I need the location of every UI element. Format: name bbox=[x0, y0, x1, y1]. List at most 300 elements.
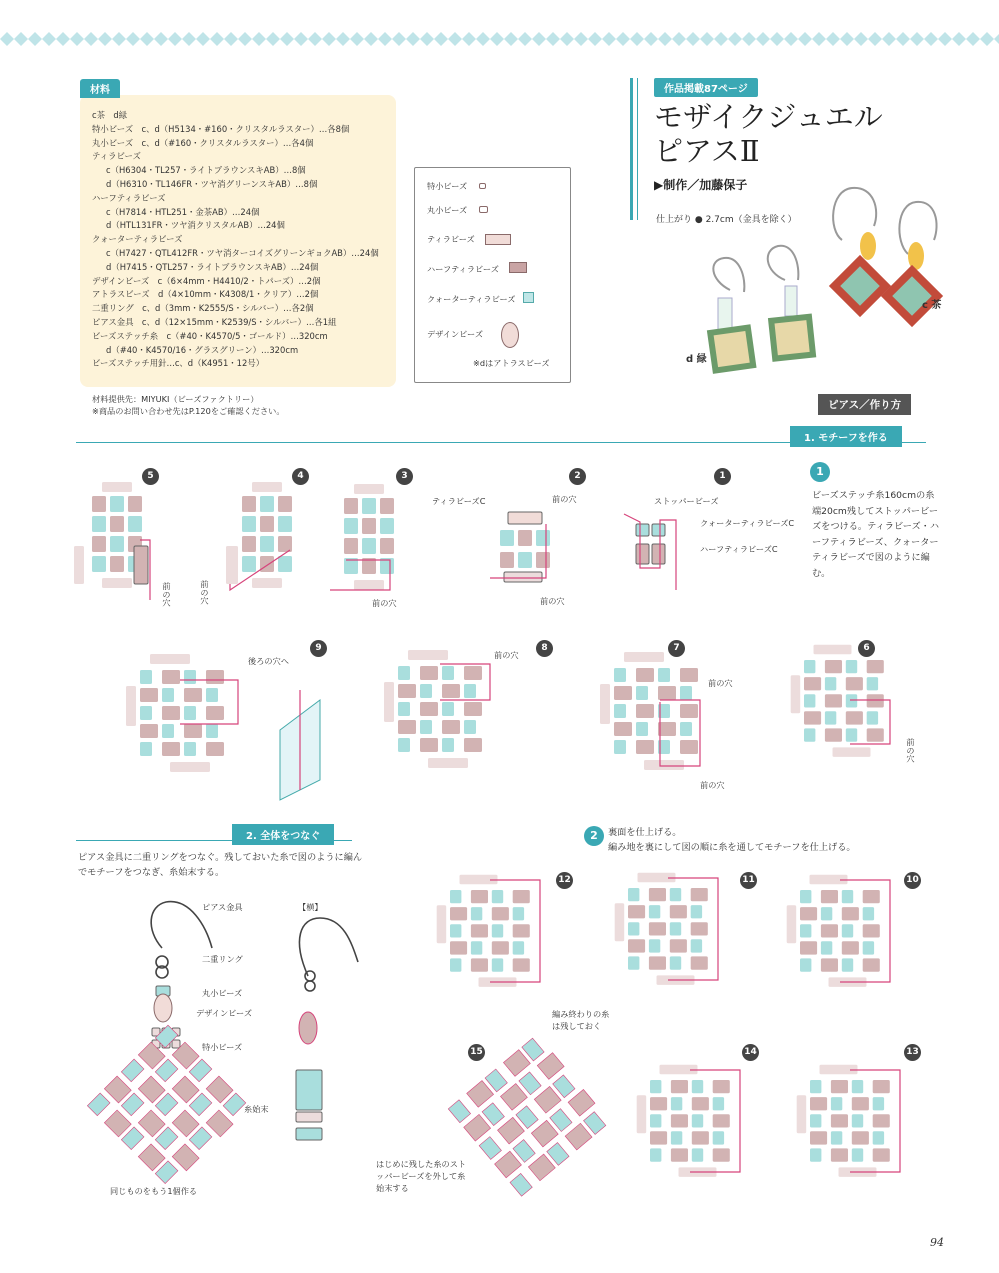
material-line: d（H7415・QTL257・ライトブラウンスキAB）…24個 bbox=[106, 261, 319, 272]
section1-step-text: ビーズステッチ糸160cmの糸端20cm残してストッパービーズをつける。ティラビーズ・ハーフティラビーズ、クォーターティラビーズで図のように編む。 bbox=[812, 490, 940, 579]
bead bbox=[658, 668, 670, 682]
bead bbox=[102, 578, 132, 588]
bead bbox=[398, 720, 416, 734]
label-front-4: 前の穴 bbox=[200, 580, 210, 605]
label-design: デザインビーズ bbox=[196, 1008, 253, 1018]
bead bbox=[184, 670, 196, 684]
bead bbox=[658, 722, 676, 736]
bead bbox=[650, 1097, 667, 1110]
label-ring: 二重リング bbox=[202, 954, 243, 964]
bead bbox=[498, 1117, 525, 1144]
bead bbox=[104, 1076, 131, 1103]
bead bbox=[420, 684, 432, 698]
material-line: ハーフティラビーズ bbox=[92, 192, 166, 203]
bead bbox=[842, 941, 859, 954]
bead bbox=[380, 518, 394, 534]
material-line: クォーターティラビーズ bbox=[92, 234, 183, 245]
bead bbox=[162, 670, 180, 684]
bead bbox=[873, 1097, 884, 1110]
legend-note: ※dはアトラスビーズ bbox=[473, 358, 550, 368]
bead bbox=[852, 1114, 863, 1127]
bead bbox=[344, 538, 358, 554]
bead bbox=[537, 1053, 564, 1080]
bead bbox=[362, 538, 376, 554]
bead bbox=[162, 724, 174, 738]
bead bbox=[863, 941, 874, 954]
material-line: d（HTL131FR・ツヤ消クリスタルAB）…24個 bbox=[106, 220, 285, 231]
step-8-number: 8 bbox=[536, 640, 553, 657]
bead bbox=[500, 530, 514, 546]
material-line: ピアス金具 c、d（12×15mm・K2539/S・シルバー）…各1組 bbox=[92, 316, 337, 327]
bead bbox=[863, 907, 874, 920]
bead bbox=[420, 702, 438, 716]
bead bbox=[260, 496, 274, 512]
bead bbox=[140, 670, 152, 684]
bead bbox=[172, 1110, 199, 1137]
material-line: 特小ビーズ c、d（H5134・#160・クリスタルラスター）…各8個 bbox=[92, 123, 350, 134]
material-line: d（H6310・TL146FR・ツヤ消グリーンスキAB）…8個 bbox=[106, 178, 318, 189]
bead bbox=[102, 482, 132, 492]
bead bbox=[713, 1080, 730, 1093]
bead bbox=[296, 1128, 322, 1140]
bead bbox=[692, 1131, 709, 1144]
bead bbox=[344, 498, 358, 514]
label-front-8: 前の穴 bbox=[494, 650, 519, 660]
bead bbox=[296, 1112, 322, 1122]
legend-half: ハーフティラビーズ bbox=[427, 264, 499, 274]
bead bbox=[442, 720, 460, 734]
bead bbox=[140, 742, 152, 756]
bead bbox=[184, 742, 196, 756]
legend-maru: 丸小ビーズ bbox=[427, 205, 468, 215]
material-line: 二重リング c、d（3mm・K2555/S・シルバー）…各2個 bbox=[92, 303, 314, 314]
bead bbox=[831, 1114, 848, 1127]
bead bbox=[464, 702, 482, 716]
bead bbox=[852, 1148, 863, 1161]
bead bbox=[170, 762, 210, 772]
bead bbox=[810, 1131, 827, 1144]
contact-text: ※商品のお問い合わせ先はP.120をご確認ください。 bbox=[92, 406, 285, 416]
label-front-5: 前の穴 bbox=[162, 582, 172, 607]
bead bbox=[821, 941, 832, 954]
bead bbox=[628, 905, 645, 918]
bead bbox=[442, 738, 454, 752]
legend-quarter: クォーターティラビーズ bbox=[427, 294, 516, 304]
bead bbox=[184, 706, 196, 720]
variant-d-label: d 緑 bbox=[686, 354, 707, 365]
bead bbox=[138, 1042, 165, 1069]
bead bbox=[510, 1173, 532, 1196]
bead bbox=[252, 482, 282, 492]
bead bbox=[138, 1076, 165, 1103]
finished-size: 仕上がり ● 2.7cm（金具を除く） bbox=[656, 215, 797, 225]
bead bbox=[184, 688, 202, 702]
bead bbox=[797, 1095, 807, 1133]
provider-text: 材料提供先：MIYUKI（ビーズファクトリー） bbox=[92, 394, 259, 404]
material-line: d（#40・K4570/16・グラスグリーン）…320cm bbox=[106, 344, 299, 355]
bead bbox=[362, 518, 376, 534]
bead bbox=[636, 740, 654, 754]
bead bbox=[184, 724, 202, 738]
bead bbox=[500, 552, 514, 568]
bead bbox=[804, 711, 821, 724]
label-front-2b: 前の穴 bbox=[540, 596, 565, 606]
material-line: c（H6304・TL257・ライトブラウンスキAB）…8個 bbox=[106, 165, 306, 176]
bead bbox=[831, 1097, 842, 1110]
bead bbox=[121, 1059, 144, 1082]
bead bbox=[804, 694, 815, 707]
bead bbox=[398, 738, 410, 752]
bead bbox=[110, 556, 124, 572]
step-9-number: 9 bbox=[310, 640, 327, 657]
bead bbox=[658, 686, 676, 700]
bead bbox=[691, 888, 708, 901]
bead bbox=[242, 496, 256, 512]
bead bbox=[138, 1110, 165, 1137]
bead bbox=[534, 1086, 561, 1113]
bead bbox=[713, 1148, 730, 1161]
label-back: 後ろの穴へ bbox=[248, 656, 289, 666]
materials-heading: 材料 bbox=[80, 79, 120, 98]
bead bbox=[492, 958, 503, 971]
bead bbox=[852, 1131, 869, 1144]
bead bbox=[92, 536, 106, 552]
bead bbox=[649, 922, 666, 935]
bead bbox=[831, 1080, 848, 1093]
section3-step-number: 2 bbox=[584, 826, 604, 846]
bead bbox=[636, 668, 654, 682]
bead bbox=[800, 941, 817, 954]
bead bbox=[528, 1154, 555, 1181]
bead bbox=[867, 694, 884, 707]
bead bbox=[692, 1148, 703, 1161]
label-tokusho: 特小ビーズ bbox=[202, 1042, 243, 1052]
bead bbox=[503, 1050, 530, 1077]
bead bbox=[600, 684, 610, 724]
bead bbox=[471, 941, 482, 954]
bead bbox=[384, 682, 394, 722]
step-7-number: 7 bbox=[668, 640, 685, 657]
diamond-back bbox=[448, 1034, 610, 1196]
bead bbox=[814, 645, 852, 655]
bead bbox=[671, 1131, 682, 1144]
bead bbox=[252, 578, 282, 588]
bead bbox=[650, 1080, 661, 1093]
bead bbox=[508, 512, 542, 524]
bead bbox=[873, 1080, 890, 1093]
bead bbox=[636, 722, 648, 736]
bead bbox=[471, 907, 482, 920]
label-tila: ティラビーズC bbox=[432, 496, 486, 506]
bead bbox=[873, 1148, 890, 1161]
bead bbox=[450, 907, 467, 920]
bead bbox=[464, 738, 482, 752]
bead bbox=[128, 516, 142, 532]
bead bbox=[504, 572, 542, 582]
bead bbox=[134, 546, 148, 584]
bead bbox=[691, 939, 702, 952]
bead bbox=[680, 686, 692, 700]
bead bbox=[680, 704, 698, 718]
bead bbox=[518, 530, 532, 546]
page-title: モザイクジュエル ピアスⅡ bbox=[654, 100, 883, 168]
bead bbox=[398, 666, 410, 680]
bead bbox=[821, 958, 838, 971]
bead bbox=[821, 924, 838, 937]
bead bbox=[671, 1148, 688, 1161]
bead bbox=[110, 516, 124, 532]
bead bbox=[568, 1089, 595, 1116]
bead bbox=[800, 907, 817, 920]
bead bbox=[614, 686, 632, 700]
step-2-number: 2 bbox=[569, 468, 586, 485]
bead bbox=[380, 538, 394, 554]
bead bbox=[408, 650, 448, 660]
bead bbox=[492, 924, 503, 937]
bead bbox=[867, 660, 884, 673]
bead bbox=[692, 1080, 703, 1093]
bead bbox=[671, 1080, 688, 1093]
step-14-number: 14 bbox=[742, 1044, 759, 1061]
bead bbox=[692, 1097, 709, 1110]
material-line: 丸小ビーズ c、d（#160・クリスタルラスター）…各4個 bbox=[92, 137, 314, 148]
bead bbox=[420, 666, 438, 680]
bead bbox=[867, 711, 878, 724]
bead bbox=[825, 677, 836, 690]
bead bbox=[852, 1097, 869, 1110]
bead bbox=[670, 888, 681, 901]
bead bbox=[428, 758, 468, 768]
bead bbox=[126, 686, 136, 726]
bead bbox=[628, 922, 639, 935]
bead bbox=[74, 546, 84, 584]
step-12-number: 12 bbox=[556, 872, 573, 889]
bead bbox=[650, 1131, 667, 1144]
bead bbox=[138, 1144, 165, 1171]
note-start: はじめに残した糸のストッパービーズを外して糸始末する bbox=[376, 1159, 467, 1193]
bead bbox=[670, 939, 687, 952]
bead bbox=[810, 1114, 821, 1127]
bead bbox=[242, 536, 256, 552]
step-15-number: 15 bbox=[468, 1044, 485, 1061]
earring-assembly bbox=[151, 902, 358, 991]
bead bbox=[873, 1114, 890, 1127]
bead bbox=[278, 496, 292, 512]
label-stopper: ストッパービーズ bbox=[654, 496, 719, 506]
bead bbox=[128, 496, 142, 512]
bead bbox=[800, 924, 811, 937]
bead bbox=[852, 1080, 863, 1093]
bead bbox=[671, 1097, 682, 1110]
bead bbox=[680, 740, 698, 754]
bead bbox=[442, 666, 454, 680]
bead bbox=[172, 1076, 199, 1103]
bead bbox=[442, 702, 454, 716]
bead bbox=[354, 484, 384, 494]
bead bbox=[644, 760, 684, 770]
bead bbox=[242, 516, 256, 532]
step-13-number: 13 bbox=[904, 1044, 921, 1061]
material-line: ビーズステッチ用針…c、d（K4951・12号） bbox=[92, 358, 265, 369]
material-line: c（H7427・QTL412FR・ツヤ消ターコイズグリーンギョクAB）…24個 bbox=[106, 247, 379, 258]
bead bbox=[670, 956, 681, 969]
bead bbox=[842, 958, 853, 971]
bead bbox=[162, 688, 174, 702]
bead bbox=[362, 498, 376, 514]
step-5-number: 5 bbox=[142, 468, 159, 485]
bead bbox=[206, 724, 218, 738]
bead bbox=[650, 1148, 661, 1161]
variant-c-label: c 茶 bbox=[922, 300, 942, 311]
bead bbox=[670, 922, 681, 935]
bead bbox=[821, 890, 838, 903]
bead bbox=[87, 1093, 110, 1116]
bead bbox=[464, 666, 482, 680]
bead bbox=[398, 702, 410, 716]
label-make-one: 同じものをもう1個作る bbox=[110, 1186, 198, 1196]
bead bbox=[398, 684, 416, 698]
bead bbox=[691, 922, 708, 935]
bead bbox=[650, 1114, 661, 1127]
bead bbox=[513, 941, 524, 954]
bead bbox=[500, 1084, 527, 1111]
section3-text1: 裏面を仕上げる。 bbox=[608, 827, 682, 838]
bead bbox=[492, 907, 509, 920]
bead bbox=[636, 524, 649, 536]
bead bbox=[614, 668, 626, 682]
bead bbox=[140, 688, 158, 702]
section1-step-number: 1 bbox=[810, 462, 830, 482]
bead bbox=[492, 890, 503, 903]
bead bbox=[649, 956, 666, 969]
thread-path bbox=[624, 514, 676, 590]
bead bbox=[206, 742, 224, 756]
bead bbox=[825, 694, 842, 707]
bead bbox=[825, 728, 842, 741]
section1-title: 1. モチーフを作る bbox=[790, 426, 902, 447]
bead bbox=[260, 516, 274, 532]
bead bbox=[800, 890, 811, 903]
bead bbox=[810, 1097, 827, 1110]
bead bbox=[804, 728, 815, 741]
bead bbox=[206, 670, 224, 684]
legend-tila: ティラビーズ bbox=[427, 234, 475, 244]
bead bbox=[800, 958, 811, 971]
bead bbox=[825, 660, 842, 673]
bead bbox=[628, 888, 639, 901]
label-front-2a: 前の穴 bbox=[552, 494, 577, 504]
bead bbox=[624, 652, 664, 662]
section3-text2: 編み地を裏にして図の順に糸を通してモチーフを仕上げる。 bbox=[608, 842, 856, 853]
bead bbox=[670, 905, 687, 918]
label-hook: ピアス金具 bbox=[202, 902, 243, 912]
material-line: c茶 d緑 bbox=[92, 110, 128, 120]
bead bbox=[846, 694, 857, 707]
bead bbox=[615, 903, 625, 941]
bead bbox=[278, 536, 292, 552]
bead bbox=[846, 711, 863, 724]
bead bbox=[442, 684, 460, 698]
bead bbox=[140, 706, 152, 720]
bead bbox=[92, 516, 106, 532]
legend-design: デザインビーズ bbox=[427, 329, 484, 339]
bead bbox=[833, 747, 871, 757]
label-side: 【横】 bbox=[298, 902, 323, 912]
bead bbox=[691, 905, 702, 918]
bead bbox=[637, 1095, 647, 1133]
bead bbox=[614, 740, 626, 754]
bead bbox=[842, 924, 853, 937]
material-line: ティラビーズ bbox=[92, 151, 141, 162]
bead bbox=[825, 711, 836, 724]
bead bbox=[636, 544, 649, 564]
section2-text: ピアス金具に二重リングをつなぐ。残しておいた糸で図のように編んでモチーフをつなぎ、糸始末する。 bbox=[78, 852, 363, 878]
bead bbox=[636, 686, 648, 700]
label-half: ハーフティラビーズC bbox=[700, 544, 778, 554]
bead bbox=[691, 956, 708, 969]
bead bbox=[344, 518, 358, 534]
label-front-6: 前の穴 bbox=[906, 738, 916, 763]
bead bbox=[713, 1097, 724, 1110]
bead bbox=[614, 704, 626, 718]
bead bbox=[150, 654, 190, 664]
bead bbox=[649, 939, 660, 952]
bead bbox=[464, 1114, 491, 1141]
bead bbox=[354, 580, 384, 590]
bead bbox=[863, 924, 880, 937]
bead bbox=[565, 1123, 592, 1150]
label-front-7a: 前の穴 bbox=[708, 678, 733, 688]
bead bbox=[787, 905, 797, 943]
bead bbox=[692, 1114, 703, 1127]
bead bbox=[513, 958, 530, 971]
step-1-number: 1 bbox=[714, 468, 731, 485]
bead bbox=[713, 1131, 724, 1144]
bead bbox=[649, 905, 660, 918]
bead bbox=[842, 890, 853, 903]
design-bead-side bbox=[299, 1012, 317, 1044]
note-end: 編み終わりの糸は残しておく bbox=[552, 1009, 610, 1031]
bead bbox=[536, 552, 550, 568]
bead bbox=[804, 660, 815, 673]
step-3-number: 3 bbox=[396, 468, 413, 485]
bead bbox=[495, 1151, 522, 1178]
bead bbox=[628, 956, 639, 969]
bead bbox=[842, 907, 859, 920]
bead bbox=[846, 660, 857, 673]
bead bbox=[791, 675, 801, 713]
bead bbox=[471, 924, 488, 937]
bead bbox=[206, 1110, 233, 1137]
bead bbox=[92, 496, 106, 512]
bead bbox=[513, 907, 524, 920]
bead bbox=[464, 684, 476, 698]
bead bbox=[92, 556, 106, 572]
bead bbox=[810, 1080, 821, 1093]
page-ref-badge: 作品掲載87ページ bbox=[654, 78, 758, 97]
howto-tag: ピアス／作り方 bbox=[818, 394, 911, 415]
step-11-number: 11 bbox=[740, 872, 757, 889]
bead bbox=[242, 556, 256, 572]
author: ▶制作／加藤保子 bbox=[654, 178, 748, 192]
bead bbox=[863, 958, 880, 971]
bead bbox=[867, 677, 878, 690]
bead bbox=[437, 905, 447, 943]
label-maru: 丸小ビーズ bbox=[202, 988, 243, 998]
material-line: デザインビーズ c（6×4mm・H4410/2・トパーズ）…2個 bbox=[92, 275, 321, 286]
bead bbox=[713, 1114, 730, 1127]
bead bbox=[260, 556, 274, 572]
